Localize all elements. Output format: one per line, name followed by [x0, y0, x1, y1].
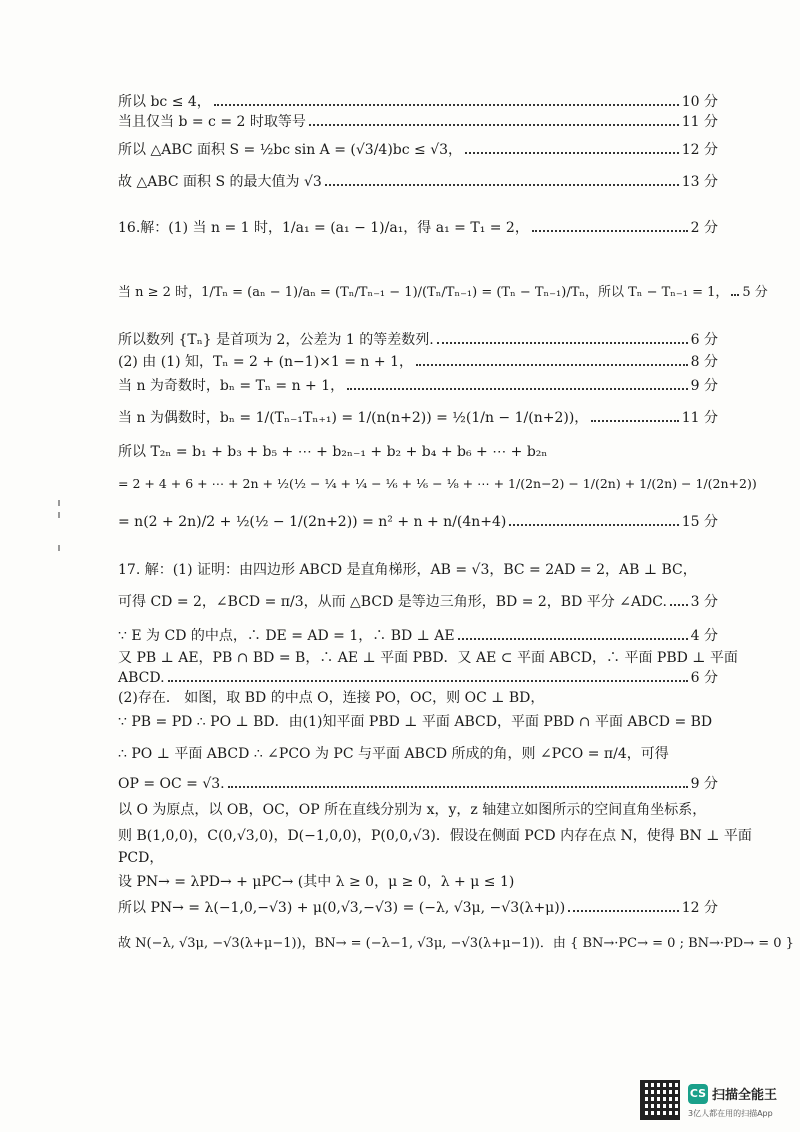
qr-code — [640, 1080, 680, 1120]
answer-line: 17. 解：(1) 证明：由四边形 ABCD 是直角梯形，AB = √3，BC = 2AD = 2，AB ⊥ BC， — [118, 562, 697, 578]
answer-line: PCD， — [118, 850, 164, 866]
answer-line: 所以 T₂ₙ = b₁ + b₃ + b₅ + ⋯ + b₂ₙ₋₁ + b₂ + b₄ + b₆ + ⋯ + b₂ₙ — [118, 444, 548, 460]
answer-line: ∵ E 为 CD 的中点，∴ DE = AD = 1，∴ BD ⊥ AE 4 分 — [118, 628, 718, 644]
answer-line: = 2 + 4 + 6 + ⋯ + 2n + ½(½ − ¼ + ¼ − ⅙ + ⅙ − ⅛ + ⋯ + 1/(2n−2) − 1/(2n) + 1/(2n) − 1/(2n+2)) — [118, 476, 757, 491]
answer-line: 所以数列 {Tₙ} 是首项为 2，公差为 1 的等差数列. 6 分 — [118, 332, 718, 348]
answer-line: 所以 bc ≤ 4， 10 分 — [118, 94, 718, 110]
answer-line: 故 △ABC 面积 S 的最大值为 √3 13 分 — [118, 174, 718, 190]
camscanner-logo-icon: CS — [688, 1084, 708, 1104]
margin-mark — [58, 500, 60, 506]
answer-line: 以 O 为原点，以 OB，OC，OP 所在直线分别为 x，y，z 轴建立如图所示的空间直角坐标系， — [118, 802, 707, 818]
answer-line: 设 PN→ = λPD→ + μPC→ (其中 λ ≥ 0，μ ≥ 0，λ + μ ≤ 1) — [118, 874, 515, 890]
answer-line: 所以 △ABC 面积 S = ½bc sin A = (√3/4)bc ≤ √3， 12 分 — [118, 142, 718, 158]
answer-line: 当 n 为奇数时，bₙ = Tₙ = n + 1， 9 分 — [118, 378, 718, 394]
margin-mark — [58, 512, 60, 518]
answer-line: ∴ PO ⊥ 平面 ABCD ∴ ∠PCO 为 PC 与平面 ABCD 所成的角，则 ∠PCO = π/4，可得 — [118, 746, 669, 762]
answer-line: (2) 由 (1) 知，Tₙ = 2 + (n−1)×1 = n + 1， 8 分 — [118, 354, 718, 370]
answer-line: 当且仅当 b = c = 2 时取等号 11 分 — [118, 114, 718, 130]
answer-line: 所以 PN→ = λ(−1,0,−√3) + μ(0,√3,−√3) = (−λ, √3μ, −√3(λ+μ)) 12 分 — [118, 900, 718, 916]
answer-line: 故 N(−λ, √3μ, −√3(λ+μ−1))，BN→ = (−λ−1, √3μ, −√3(λ+μ−1))．由 { BN→·PC→ = 0 ; BN→·PD→ = 0 } — [118, 936, 794, 951]
answer-line: ∵ PB = PD ∴ PO ⊥ BD．由(1)知平面 PBD ⊥ 平面 ABCD，平面 PBD ∩ 平面 ABCD = BD — [118, 714, 713, 730]
camscanner-tagline: 3亿人都在用的扫描App — [688, 1109, 773, 1118]
answer-line: OP = OC = √3. 9 分 — [118, 776, 718, 792]
answer-line: 当 n ≥ 2 时，1/Tₙ = (aₙ − 1)/aₙ = (Tₙ/Tₙ₋₁ − 1)/(Tₙ/Tₙ₋₁) = (Tₙ − Tₙ₋₁)/Tₙ，所以 Tₙ − Tₙ₋₁ = 1， 5 分 — [118, 282, 718, 303]
answer-line: (2)存在． 如图，取 BD 的中点 O，连接 PO，OC，则 OC ⊥ BD， — [118, 690, 545, 706]
answer-line: 当 n 为偶数时，bₙ = 1/(Tₙ₋₁Tₙ₊₁) = 1/(n(n+2)) = ½(1/n − 1/(n+2))， 11 分 — [118, 410, 718, 426]
answer-line: = n(2 + 2n)/2 + ½(½ − 1/(2n+2)) = n² + n + n/(4n+4) 15 分 — [118, 514, 718, 530]
camscanner-brand: 扫描全能王 — [712, 1088, 778, 1103]
answer-line: ABCD. 6 分 — [118, 670, 718, 686]
answer-line: 可得 CD = 2，∠BCD = π/3，从而 △BCD 是等边三角形，BD = 2，BD 平分 ∠ADC. 3 分 — [118, 594, 718, 610]
answer-line: 又 PB ⊥ AE，PB ∩ BD = B，∴ AE ⊥ 平面 PBD．又 AE ⊂ 平面 ABCD，∴ 平面 PBD ⊥ 平面 — [118, 650, 738, 666]
answer-line: 16.解：(1) 当 n = 1 时，1/a₁ = (a₁ − 1)/a₁，得 a₁ = T₁ = 2， 2 分 — [118, 220, 718, 236]
margin-mark — [58, 545, 60, 551]
answer-line: 则 B(1,0,0)，C(0,√3,0)，D(−1,0,0)，P(0,0,√3)．假设在侧面 PCD 内存在点 N，使得 BN ⊥ 平面 — [118, 828, 752, 844]
